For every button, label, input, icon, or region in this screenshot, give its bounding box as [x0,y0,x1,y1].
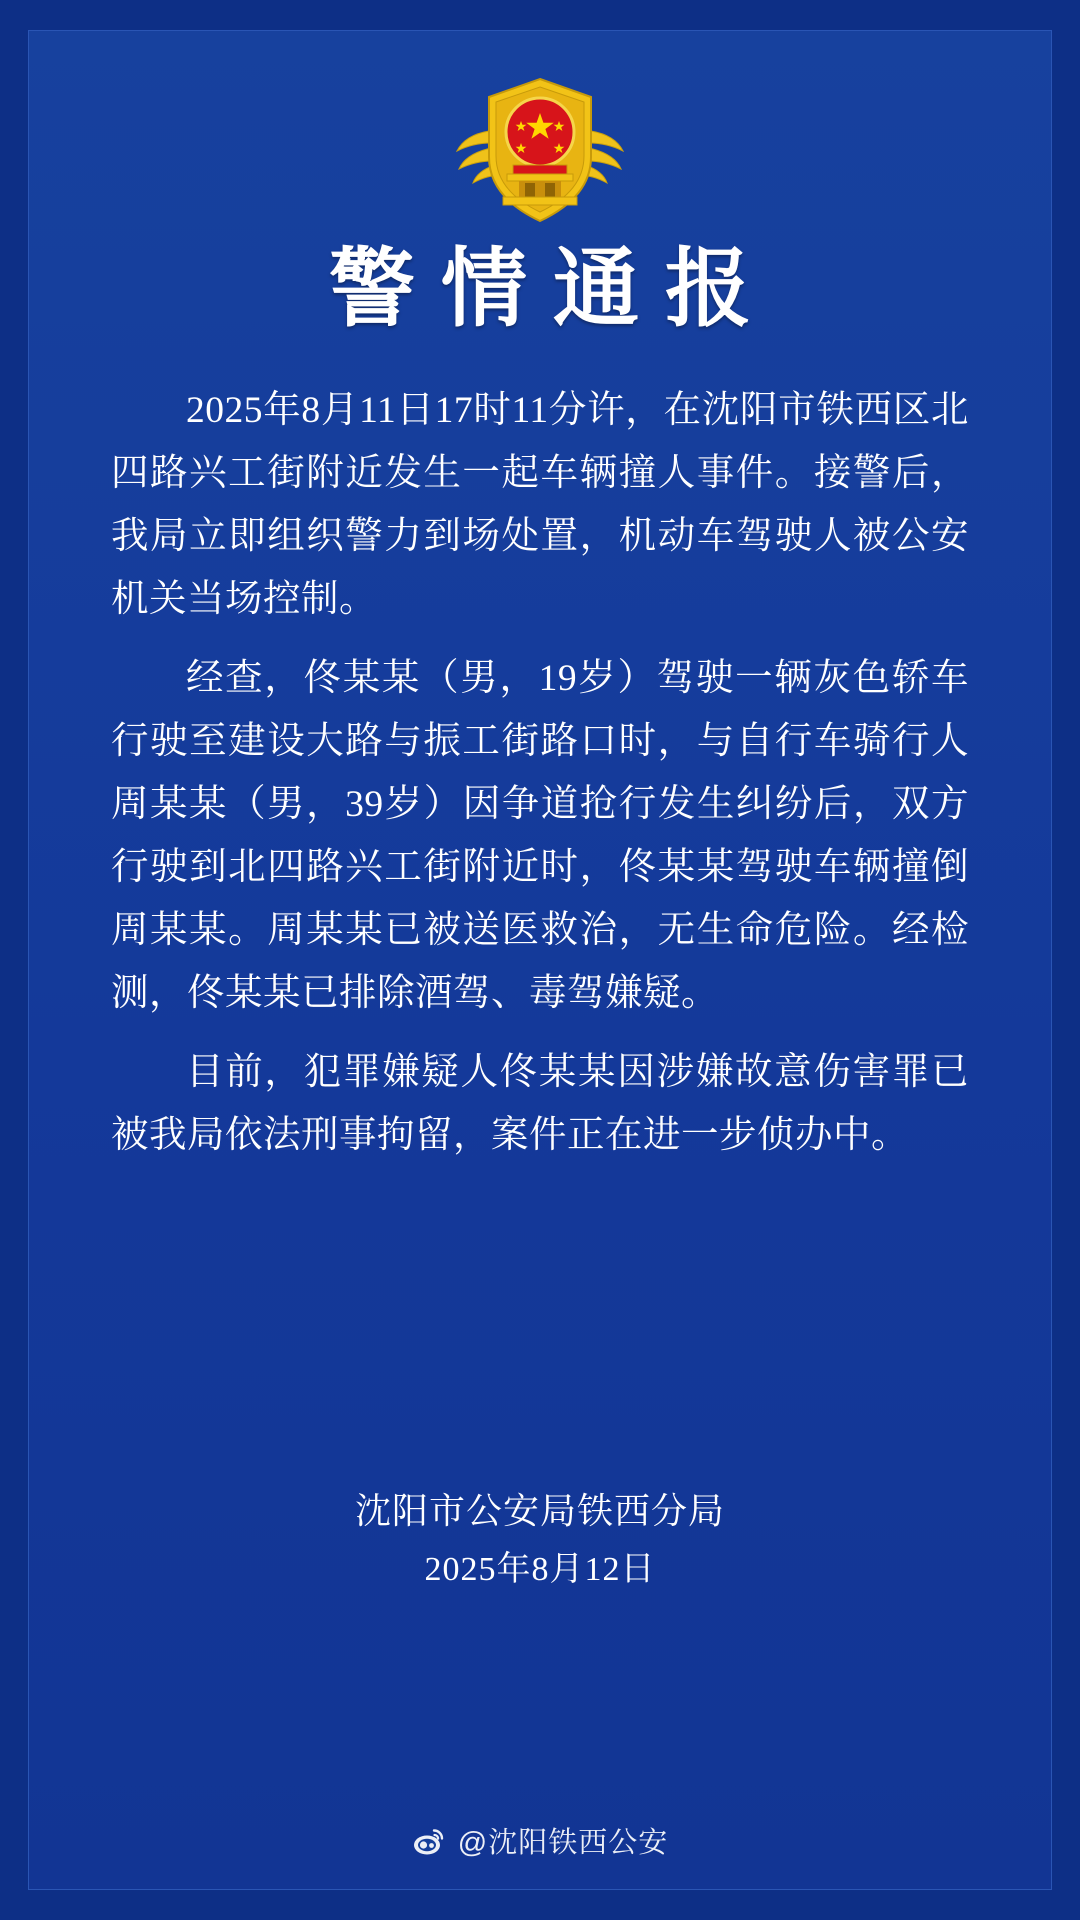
paragraph-2: 经查，佟某某（男，19岁）驾驶一辆灰色轿车行驶至建设大路与振工街路口时，与自行车骑行人周某某（男，39岁）因争道抢行发生纠纷后，双方行驶到北四路兴工街附近时，佟某某驾驶车辆撞倒周某某。周某某已被送医救治，无生命危险。经检测，佟某某已排除酒驾、毒驾嫌疑。 [111,658,969,1014]
weibo-account[interactable]: @沈阳铁西公安 [457,1827,669,1859]
page-title: 警情通报 [329,241,777,337]
notice-body [111,379,969,1183]
notice-panel [28,30,1052,1890]
paragraph-3: 目前，犯罪嫌疑人佟某某因涉嫌故意伤害罪已被我局依法刑事拘留，案件正在进一步侦办中。 [111,1052,969,1156]
weibo-icon [412,1824,446,1858]
signature-block [29,1481,1051,1599]
emblem-container [29,69,1051,234]
weibo-footer [29,1820,1051,1861]
paragraph-1: 2025年8月11日17时11分许，在沈阳市铁西区北四路兴工街附近发生一起车辆撞人事件。接警后，我局立即组织警力到场处置，机动车驾驶人被公安机关当场控制。 [111,390,969,620]
signature-date: 2025年8月12日 [424,1551,656,1588]
signature-organization: 沈阳市公安局铁西分局 [354,1491,725,1531]
china-police-emblem [445,69,635,234]
